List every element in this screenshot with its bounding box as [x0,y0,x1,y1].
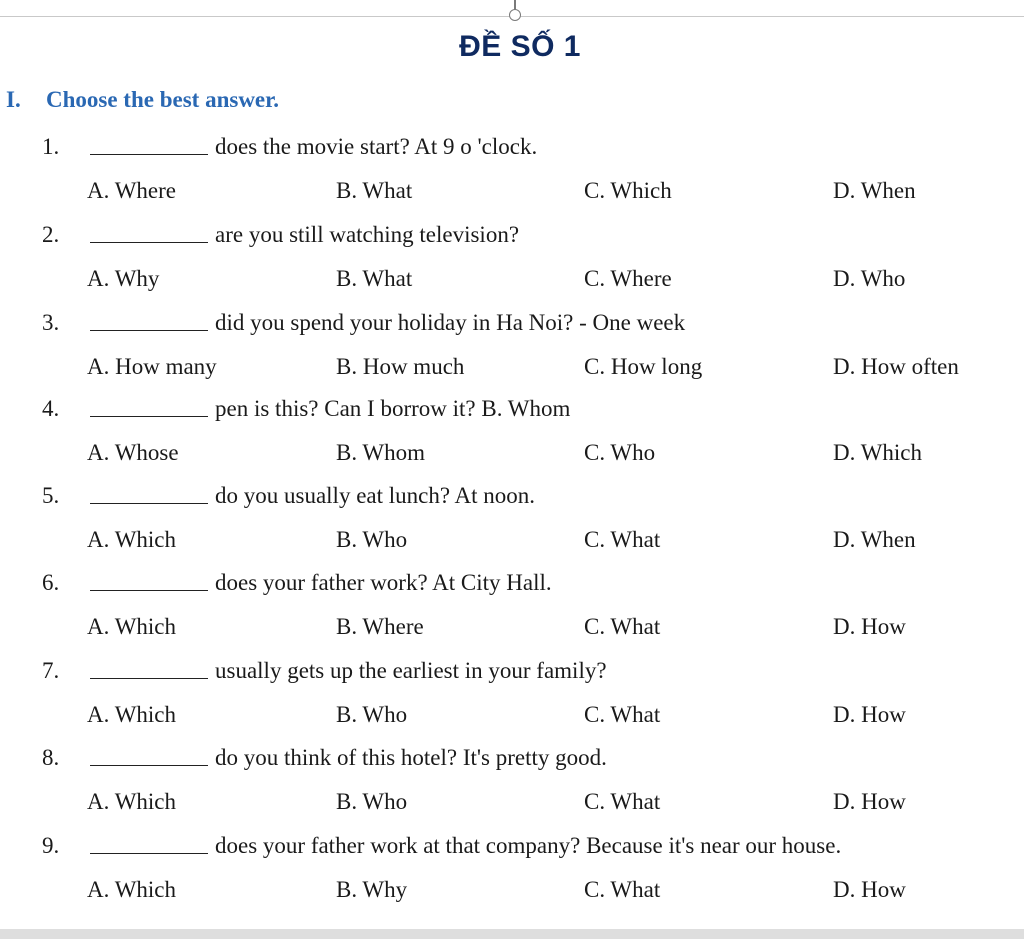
question-text: pen is this? Can I borrow it? B. Whom [215,396,571,421]
question-number: 6. [42,570,60,595]
question-text: do you think of this hotel? It's pretty good. [215,745,607,770]
answer-blank[interactable] [90,415,208,417]
answer-blank[interactable] [90,852,208,854]
section-number: I. [6,87,21,112]
answer-blank[interactable] [90,329,208,331]
option-c[interactable]: C. What [584,614,661,639]
option-a[interactable]: A. Whose [87,440,179,465]
option-a[interactable]: A. Which [87,789,177,814]
option-d[interactable]: D. How [833,877,906,902]
section-heading [6,87,279,113]
answer-blank[interactable] [90,502,208,504]
option-d[interactable]: D. How [833,614,906,639]
question-text: do you usually eat lunch? At noon. [215,483,536,508]
answer-blank[interactable] [90,589,208,591]
question-number: 9. [42,833,60,858]
option-b[interactable]: B. Where [336,614,424,639]
answer-blank[interactable] [90,677,208,679]
option-b[interactable]: B. Who [336,527,408,552]
question-text: does your father work? At City Hall. [215,570,552,595]
option-c[interactable]: C. Who [584,440,656,465]
option-d[interactable]: D. How [833,789,906,814]
option-d[interactable]: D. How [833,702,906,727]
option-c[interactable]: C. What [584,527,661,552]
question-text: does your father work at that company? Because it's near our house. [215,833,842,858]
question-number: 2. [42,222,60,247]
option-d[interactable]: D. Which [833,440,923,465]
question-text: usually gets up the earliest in your family? [215,658,607,683]
section-title: Choose the best answer. [46,87,279,112]
option-b[interactable]: B. Who [336,789,408,814]
option-c[interactable]: C. What [584,789,661,814]
option-a[interactable]: A. Why [87,266,160,291]
option-b[interactable]: B. How much [336,354,465,379]
option-b[interactable]: B. What [336,178,413,203]
option-b[interactable]: B. Who [336,702,408,727]
question-text: did you spend your holiday in Ha Noi? - One week [215,310,686,335]
question-text: does the movie start? At 9 o 'clock. [215,134,538,159]
option-a[interactable]: A. Where [87,178,176,203]
answer-blank[interactable] [90,764,208,766]
option-c[interactable]: C. How long [584,354,703,379]
page-title: ĐỀ SỐ 1 [459,30,581,63]
option-d[interactable]: D. When [833,178,916,203]
cut-off-next-line [42,917,48,929]
answer-blank[interactable] [90,153,208,155]
option-c[interactable]: C. Where [584,266,672,291]
option-c[interactable]: C. What [584,877,661,902]
question-number: 4. [42,396,60,421]
question-number: 1. [42,134,60,159]
option-b[interactable]: B. Whom [336,440,426,465]
option-b[interactable]: B. Why [336,877,408,902]
question-text: are you still watching television? [215,222,520,247]
option-d[interactable]: D. When [833,527,916,552]
answer-blank[interactable] [90,241,208,243]
page-bottom-band [0,929,1024,939]
question-number: 8. [42,745,60,770]
option-b[interactable]: B. What [336,266,413,291]
question-number: 5. [42,483,60,508]
option-c[interactable]: C. Which [584,178,672,203]
option-d[interactable]: D. How often [833,354,959,379]
option-d[interactable]: D. Who [833,266,906,291]
option-a[interactable]: A. Which [87,527,177,552]
option-a[interactable]: A. Which [87,702,177,727]
option-c[interactable]: C. What [584,702,661,727]
question-number: 7. [42,658,60,683]
option-a[interactable]: A. Which [87,877,177,902]
question-number: 3. [42,310,60,335]
option-a[interactable]: A. Which [87,614,177,639]
indent-marker-icon[interactable] [509,9,521,21]
option-a[interactable]: A. How many [87,354,217,379]
